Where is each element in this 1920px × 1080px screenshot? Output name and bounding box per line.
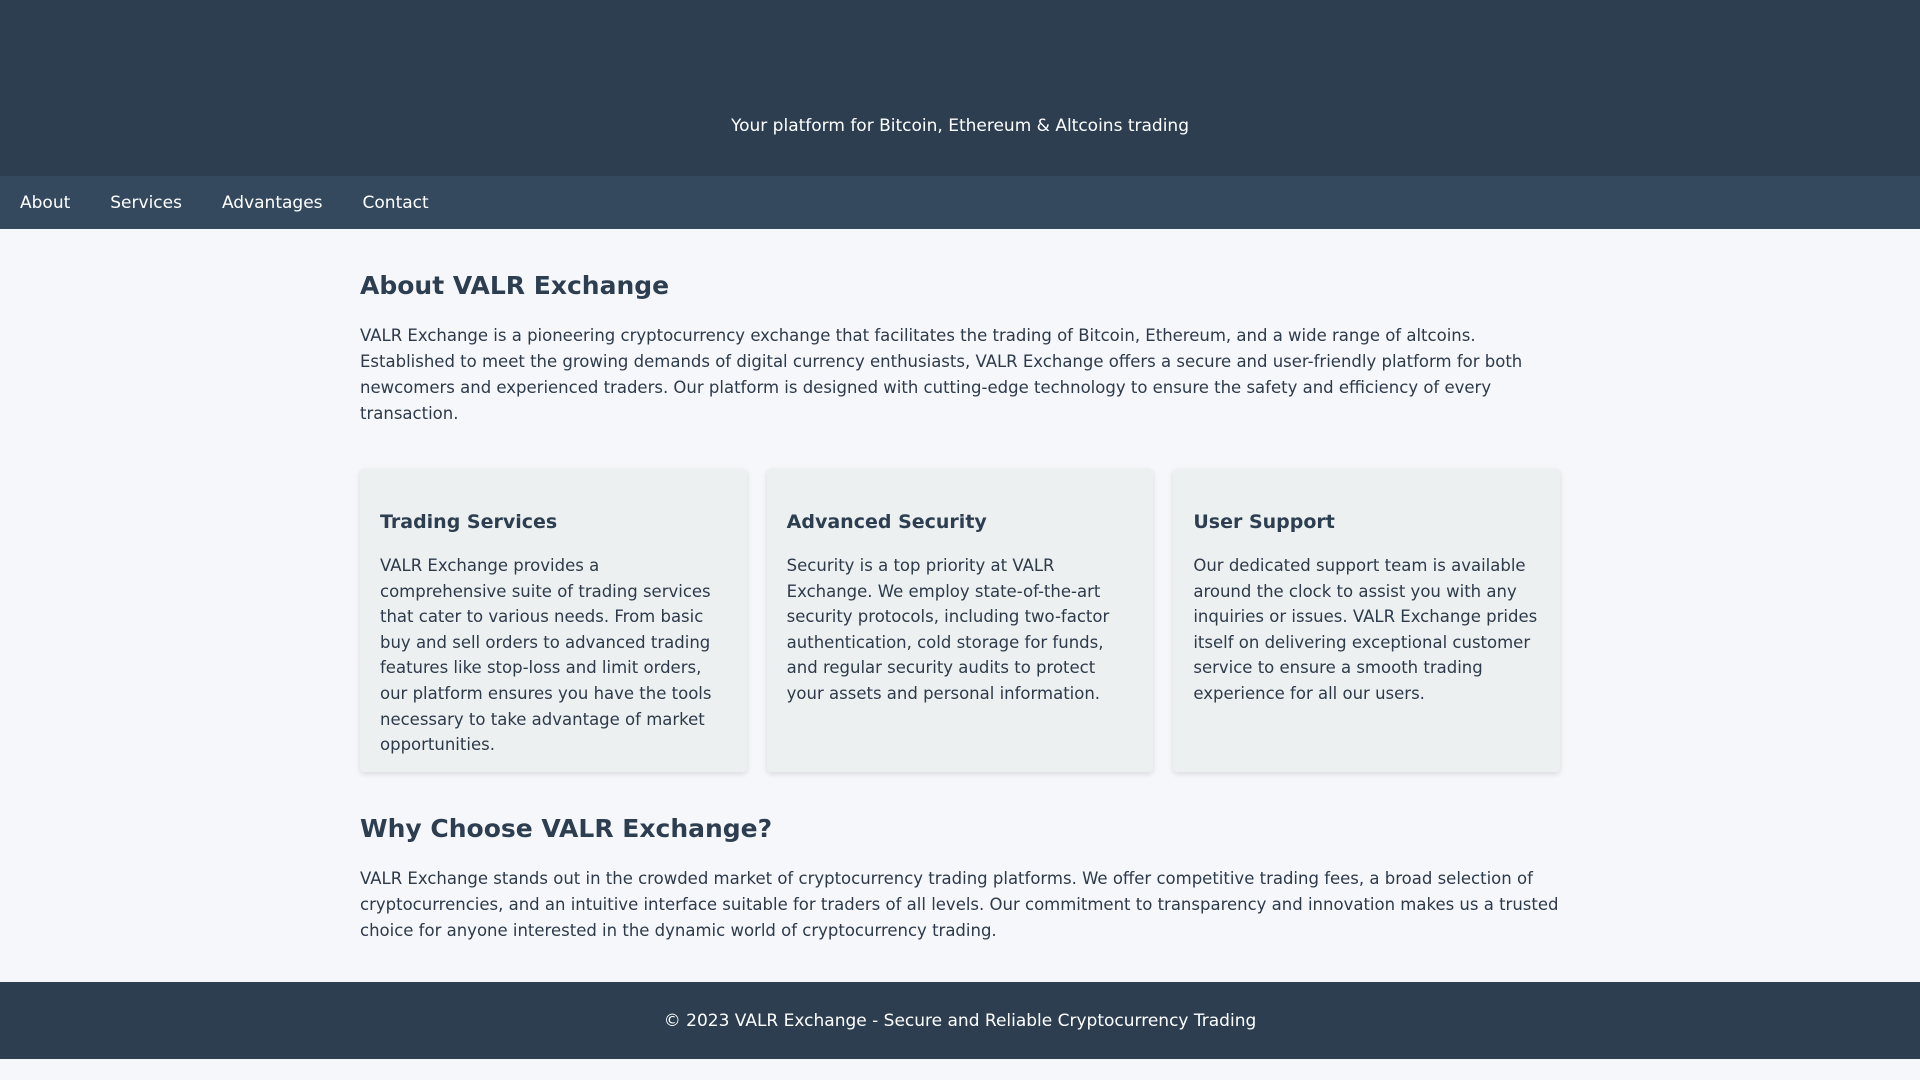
card-advanced-security — [767, 469, 1154, 772]
why-title: Why Choose VALR Exchange? — [360, 814, 773, 843]
about-section — [360, 269, 1560, 427]
main-nav — [0, 176, 1920, 229]
card-text: Security is a top priority at VALR Exchange. We employ state-of-the-art security protocols, including two-factor authentication, cold storage for funds, and regular security audits to protect your assets and personal information. — [786, 556, 1110, 703]
why-section — [360, 812, 1560, 944]
about-title: About VALR Exchange — [360, 271, 670, 300]
services-cards — [360, 469, 1560, 772]
about-text: VALR Exchange is a pioneering cryptocurrency exchange that facilitates the trading of Bitcoin, Ethereum, and a wide range of altcoins. Established to meet the growing demands of digital currency enthusiasts, VALR Exchange offers a secure and user-friendly platform for both newcomers and experienced traders. Our platform is designed with cutting-edge technology to ensure the safety and efficiency of every transaction. — [360, 326, 1523, 423]
card-trading-services — [360, 469, 747, 772]
footer-text: © 2023 VALR Exchange - Secure and Reliable Cryptocurrency Trading — [663, 1010, 1257, 1031]
card-title: Trading Services — [380, 511, 558, 533]
card-title: Advanced Security — [786, 511, 987, 533]
nav-link-contact[interactable]: Contact — [362, 192, 429, 213]
nav-link-about[interactable]: About — [20, 192, 71, 213]
why-text: VALR Exchange stands out in the crowded market of cryptocurrency trading platforms. We offer competitive trading fees, a broad selection of cryptocurrencies, and an intuitive interface suitable for traders of all levels. Our commitment to transparency and innovation makes us a trusted choice for anyone interested in the dynamic world of cryptocurrency trading. — [360, 869, 1559, 940]
main-content — [360, 229, 1560, 944]
card-user-support — [1173, 469, 1560, 772]
card-title: User Support — [1193, 511, 1335, 533]
card-text: VALR Exchange provides a comprehensive suite of trading services that cater to various needs. From basic buy and sell orders to advanced trading features like stop-loss and limit orders, our platform ensures you have the tools necessary to take advantage of market opportunities. — [380, 556, 712, 755]
card-text: Our dedicated support team is available around the clock to assist you with any inquiries or issues. VALR Exchange prides itself on delivering exceptional customer service to ensure a smooth trading experience for all our users. — [1193, 556, 1538, 703]
nav-link-advantages[interactable]: Advantages — [221, 192, 323, 213]
header-tagline: Your platform for Bitcoin, Ethereum & Altcoins trading — [730, 116, 1189, 136]
site-footer — [0, 982, 1920, 1059]
nav-link-services[interactable]: Services — [110, 192, 182, 213]
site-header — [0, 0, 1920, 176]
